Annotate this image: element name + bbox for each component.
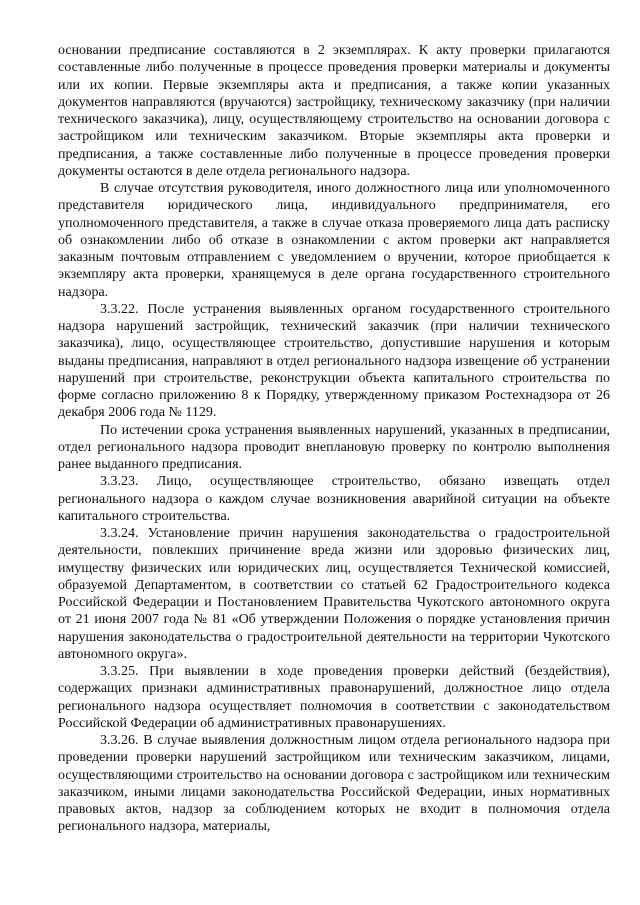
paragraph-deadline-expiry: По истечении срока устранения выявленных нарушений, указанных в предписании, отдел регионального надзора проводит внеплановую проверку по контролю выполнения ранее выданного предписания. [58, 422, 610, 472]
paragraph-3-3-23: 3.3.23. Лицо, осуществляющее строительство, обязано извещать отдел регионального надзора о каждом случае возникновения аварийной ситуации на объекте капитального строительства. [58, 474, 610, 524]
paragraph-3-3-24: 3.3.24. Установление причин нарушения законодательства о градостроительной деятельности, повлекших причинение вреда жизни или здоровью физических лиц, имуществу физических или юридических лиц, осуществляется Технической комиссией, образуемой Департаментом, в соответствии со статьей 62 Градостроительного кодекса Российской Федерации и Постановлением Правительства Чукотского автономного округа от 21 июня 2007 года № 81 «Об утверждении Положения о порядке установления причин нарушения законодательства о градостроительной деятельности на территории Чукотского автономного округа». [58, 526, 610, 662]
paragraph-3-3-22: 3.3.22. После устранения выявленных органом государственного строительного надзора нарушений застройщик, технический заказчик (при наличии технического заказчика), лицо, осуществляющее строительство, допустившие нарушения и которым выданы предписания, направляют в отдел регионального надзора извещение об устранении нарушений при строительстве, реконструкции объекта капитального строительства по форме согласно приложению 8 к Порядку, утвержденному приказом Ростехнадзора от 26 декабря 2006 года № 1129. [58, 301, 610, 421]
paragraph-continuation: основании предписание составляются в 2 экземплярах. К акту проверки прилагаются составленные либо полученные в процессе проведения проверки материалы и документы или их копии. Первые экземпляры акта и предписания, а также копии указанных документов направляются (вручаются) застройщику, техническому заказчику (при наличии технического заказчика), лицу, осуществляющему строительство на основании договора с застройщиком или техническим заказчиком. Вторые экземпляры акта проверки и предписания, а также составленные либо полученные в процессе проведения проверки документы остаются в деле отдела регионального надзора. [58, 43, 610, 179]
paragraph-3-3-25: 3.3.25. При выявлении в ходе проведения проверки действий (бездействия), содержащих признаки административных правонарушений, должностное лицо отдела регионального надзора осуществляет полномочия в соответствии с законодательством Российской Федерации об административных правонарушениях. [58, 664, 610, 731]
document-page [58, 42, 610, 836]
paragraph-absence-of-head: В случае отсутствия руководителя, иного должностного лица или уполномоченного представителя юридического лица, индивидуального предпринимателя, его уполномоченного представителя, а также в случае отказа проверяемого лица дать расписку об ознакомлении либо об отказе в ознакомлении с актом проверки акт направляется заказным почтовым отправлением с уведомлением о вручении, которое приобщается к экземпляру акта проверки, хранящемуся в деле органа государственного строительного надзора. [58, 181, 610, 300]
paragraph-3-3-26: 3.3.26. В случае выявления должностным лицом отдела регионального надзора при проведении проверки нарушений застройщиком или техническим заказчиком, лицами, осуществляющими строительство на основании договора с застройщиком или техническим заказчиком, иными лицами законодательства Российской Федерации, иных нормативных правовых актов, надзор за соблюдением которых не входит в полномочия отдела регионального надзора, материалы, [58, 733, 610, 835]
